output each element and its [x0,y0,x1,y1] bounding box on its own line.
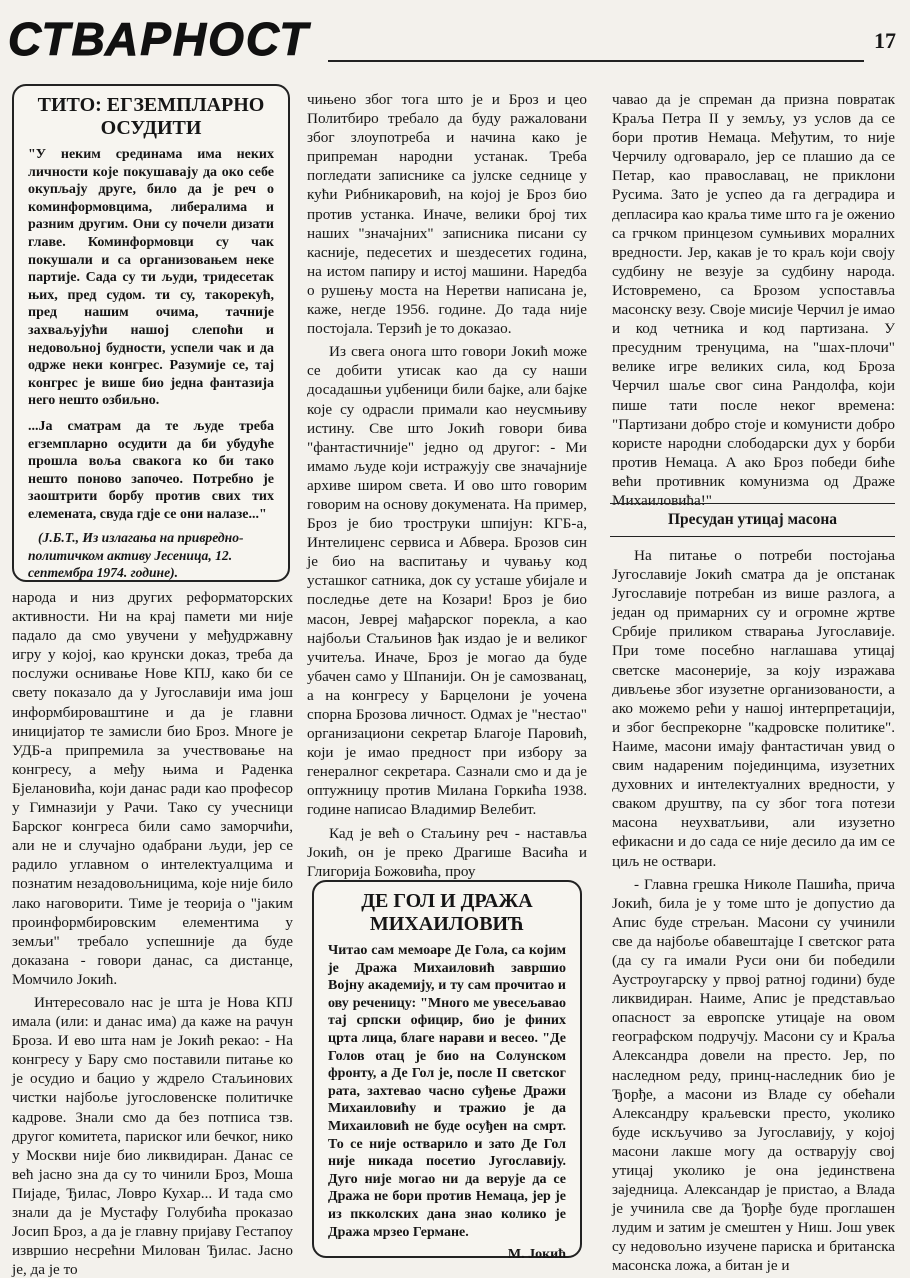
column-2-paragraph-2: Из свега онога што говори Јокић може се добити утисак као да су наши досадашњи уџбеници били бајке, али бајке које су одрасли примали као неусмњиву истину. Све што Јокић говори бива "фантастичније" једно од другог: - Ми имамо људе који истражују све значајније архиве широм света. И ово што говорим говорим на основу докумената. На пример, Броз је био троструки шпијун: КГБ-а, Интелиџенс сервиса и Абвера. Брозов син је био на васпитању и чувању код усташког сатника, док су усташе убијале и последње дете на Козари! Броз је био масон, Јеврej мађарског порекла, а као најбољи Стаљинов ђак издао је и великог учитеља. Иначе, Броз је могао да буде убачен само у Шпанији. Он је самозванац, а на конгресу у Барцелони је уочена спорна Брозова личност. Одмах је "нестао" организациони секретар Благоје Паровић, који је имао предност при избору за генералног секретара. Сазнали смо и да је оптужницу против Милана Горкића 1938. године написао Владимир Велебит. [307,343,587,819]
column-2-paragraph-3: Кад је већ о Стаљину реч - наставља Јокић, он је преко Драгише Васића и Глигорија Божовића, проу [307,824,587,880]
sidebar-tito-box [12,84,290,582]
section-subheading: Пресудан утицај масона [610,503,895,537]
header-rule [328,60,864,62]
column-2-paragraph-1: чињено због тога што је и Броз и цео Политбиро требало да буду ражаловани због злоупотреба и начина како је припреман народни устанак. Треба погледати записнике са јулске седнице у кући Рибникаровић, на којој је Броз био против устанка. Иначе, велики број тих наших "значајних" записника писани су касније, педесетих и шездесетих година, на истом папиру и истој машини. Наредба о рушењу моста на Неретви написана је, каже, негде 1956. године. До тада није постојала. Терзић је то доказао. [307,91,587,338]
sidebar-degol-title: ДЕ ГОЛ И ДРАЖА МИХАИЛОВИЋ [361,890,533,935]
sidebar-tito-title: ТИТО: ЕГЗЕМПЛАРНО ОСУДИТИ [37,94,265,139]
column-3-top [612,90,895,510]
masthead: СТВАРНОСТ [8,13,310,65]
sidebar-tito-quote-2: ...Ја сматрам да те људе треба егземпларно осудити да би убудуће прошла воља свакога ко би тако нешто поново започео. Потребно је заоштрити борбу против свих тих елемената, свуда гдје се они налазе..." [28,418,274,522]
column-1-paragraph-2: Интересовало нас је шта је Нова КПЈ имала (или: и данас има) да каже на рачун Броза. И ево шта нам је Јокић рекао: - На конгресу у Бару смо поставили питање ко је осудио и бацио у ждрело Стаљинових чистки најбоље југословенске политичке кадрове. Знали смо да без потписа тзв. другог комитета, парискоr или бечког, нико у Москви није био ликвидиран. Данас се већ јасно зна да су то чинили Броз, Моша Пијаде, Ђилас, Ловро Кухар... И тада смо знали да је Мустафу Голубића проказао Јосип Броз, а да је главну пријаву Гестапоу извршио несрећни Милован Ђилас. Јасно је, да је то [12,993,293,1278]
column-2 [307,90,587,881]
column-3-paragraph-3: - Главна грешка Николе Пашића, прича Јокић, била је у томе што је допустио да Апис буде стрељан. Масони су учинили све да најбоље обавештајце I светског рата (да су га имали Руси они би победили Аустроугарску у првој ратној години) буде ликвидиран. Наиме, Апис је представљао опасност за европске утицаје на овом географском подручју. Масони су и Краља Александра довели на престо. Јер, по наследном реду, принц-наследник био је Ђорђе, а масони из Владе су обећали Александру краљевски престо, уколико буде искључиво за Југославију, у којој масони лакше могу да остварују свој утицај уколико је она јединствена заједница. Александар је пристао, а Влада је учинила све да Ђорђе буде проглашен лудим и затим је смештен у Ниш. Још увек су недовољно изучене париска и британска масонска ложа, а битан је и [612,875,895,1275]
page-number: 17 [874,28,896,53]
sidebar-degol-box [312,880,582,1263]
sidebar-degol-signature: М. Јокић [507,1247,566,1263]
sidebar-degol-quote: Читао сам мемоаре Де Гола, са којим је Дража Михаиловић завршио Војну академију, и ту сам прочитао и ову реченицу: "Много ме увесељавао тај српски официр, био је финих црта лица, благе нарави и весео. "Де Голов отац је био на Солунском фронту, а Де Гол је, после II светског рата, захтевао часно суђење Дражи Михаиловићу и тражио је да Михаиловић не буде осуђен на смрт. То се није остварило и зато Де Гол није никада посетио Југославију. Дуго није могао ни да верује да се Дража не бори против Немаца, јер је из пкколских дана знао колико је Дража мрзео Германе. [328,943,566,1240]
column-3-bottom [612,546,895,1276]
column-1-paragraph-1: народа и низ других реформаторских активности. Ни на крај памети ми није падало да смо увучени у међудржавну игру у којој, као крунски доказ, треба да послужи оснивање Нове КПЈ, како би се свету показало да у Југославији има још информбироваштине и да је главни иницијатор те замисли био Броз. Многе је УДБ-а припремила за учествовање на конгресу, а међу њима и Раденка Бјелановића, који данас ради као професор у Гимназији у Рачи. Тако су учесници Барског конгреса били само заморчићи, али не и случајно одабрани људи, јер се радило углавном о интелектуалцима и познатим незадовољницима, које није било лако наговорити. Тиме је теорија о "јаким проинформбировским елементима у земљи" требало успешније да буде доказана - говори данас, са дистанце, Момчило Јокић. [12,589,293,988]
column-3-paragraph-2: На питање о потреби постојања Југославије Јокић сматра да је опстанак Југославије потребан из више разлога, а један од примарних су и огромне жртве Србије приликом стварања Југославије. При томе посебно наглашава утицај светске масонерије, за коју изражава дивљење због изузетне организованости, а ако можемо рећи у нашој интерпретацији, и због беспрекорне "кадровске политике". Наиме, масони имају фантастичан увид о свим надареним појединцима, изузетних духовних и интелектуалних вредности, у сваком друштву, па су због тога потези масона неухватљиви, али изузетно ефикасни и до сада се није десило да им се циљ не оствари. [612,547,895,870]
column-3-paragraph-1: чаваo да је спреман да призна повратак Краља Петра II у земљу, уз услов да се бори против Немаца. Међутим, то није Черчилу одговарало, јер се плашио да се Петар, као православац, не приклони Русима. Зато је успео да га деградира и депласира као краља тиме што га је оженио са грчком принцезом сумњивих моралних вредности. Јер, какав је то краљ који своју судбину не везује за судбину народа. Истовремено, са Брозом успоставља масонску везу. Своје мисије Черчил је имао и код четника и код партизана. У пресудним тренуцима, на "шах-плочи" велике игре великих сила, код Броза Черчил шаље свог сина Рандолфа, који пише тати после неког времена: "Партизани добро стоје и комунисти добро користе народни слободарски дух у борби против Немаца. А ако Броз победи биће већи противник комунизма од Драже Михаиловића!" [612,91,895,509]
column-1 [12,588,293,1278]
sidebar-tito-source: (Ј.Б.Т., Из излагања на привредно-политичком активу Јесеница, 12. септембра 1974. године). [28,530,244,580]
sidebar-tito-quote-1: "У неким срединама има неких личности које покушавају да око себе окупљају друге, било да је реч о коминформовцима, либералима и разним другим. Они су почели дизати главе. Коминформовци су чак покушали и са организовањем неке партије. Сада су ти људи, тридесетак њих, пред судом. ти су, такорекућ, пред нашим очима, тачније захваљујући нашој слепоћи и недовољној будности, успели чак и да одрже неки конгрес. Разумије се, тај конгрес је више био једна фантазија него нешто озбиљно. [28,147,274,409]
